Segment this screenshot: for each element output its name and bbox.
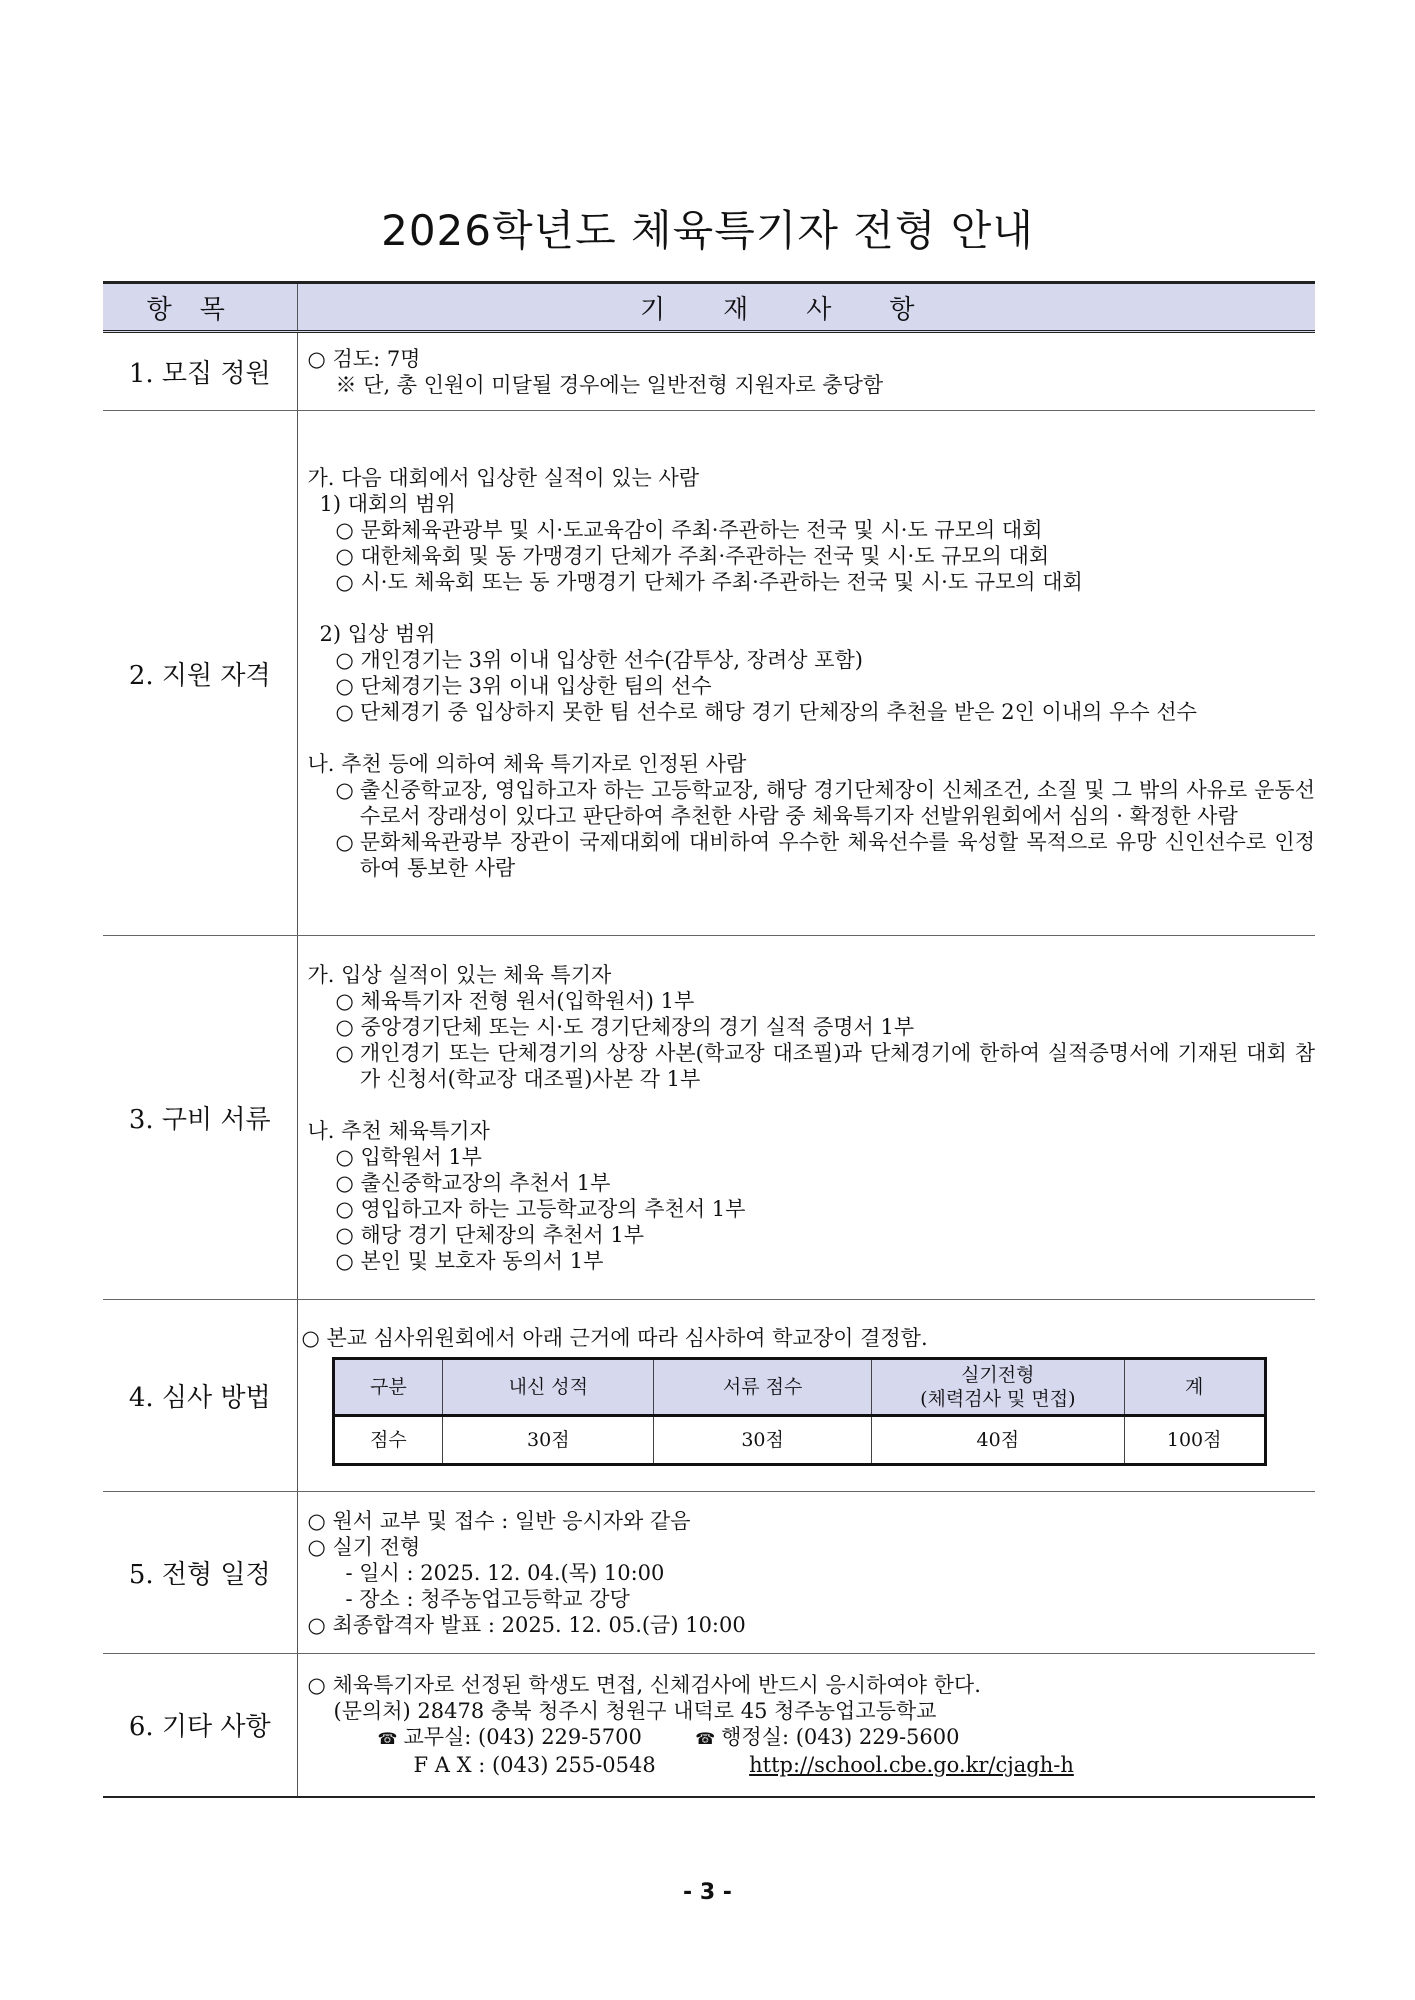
page-number: - 3 - <box>683 1880 732 1905</box>
schedule-line: ○ 원서 교부 및 접수 : 일반 응시자와 같음 <box>307 1508 691 1533</box>
phone-admin: 행정실: (043) 229-5600 <box>721 1724 960 1749</box>
list-item: ○ 해당 경기 단체장의 추천서 1부 <box>335 1222 644 1247</box>
schedule-line: - 일시 : 2025. 12. 04.(목) 10:00 <box>345 1560 665 1585</box>
qual-a1-title: 1) 대회의 범위 <box>319 492 456 516</box>
list-item <box>298 777 1316 829</box>
phone-icon: ☎ <box>377 1728 398 1748</box>
list-item-text: 문화체육관광부 장관이 국제대회에 대비하여 우수한 체육선수를 육성할 목적으로 유망 신인선수로 인정하여 통보한 사람 <box>359 830 1315 880</box>
column-header-main: 실기전형 <box>961 1364 1035 1386</box>
section-documents <box>103 936 1315 1300</box>
list-item <box>298 829 1316 881</box>
recruit-quota: ○ 검도: 7명 <box>307 346 421 371</box>
list-item: ○ 개인경기는 3위 이내 입상한 선수(감투상, 장려상 포함) <box>335 648 863 672</box>
score-table <box>332 1357 1267 1466</box>
bullet-mark: ○ <box>335 830 354 854</box>
table-cell: 30점 <box>443 1416 654 1465</box>
column-header: 서류 점수 <box>654 1359 871 1416</box>
section-label: 4. 심사 방법 <box>103 1300 297 1492</box>
phone-icon: ☎ <box>695 1728 716 1748</box>
list-item: ○ 문화체육관광부 및 시·도교육감이 주최·주관하는 전국 및 시·도 규모의 대회 <box>335 518 1043 542</box>
qual-a2-title: 2) 입상 범위 <box>319 622 436 646</box>
list-item-text: 개인경기 또는 단체경기의 상장 사본(학교장 대조필)과 단체경기에 한하여 실적증명서에 기재된 대회 참가 신청서(학교장 대조필)사본 각 1부 <box>359 1040 1315 1091</box>
list-item: ○ 입학원서 1부 <box>335 1144 482 1169</box>
table-row <box>333 1416 1265 1465</box>
contact-phones <box>298 1724 1316 1752</box>
schedule-line: ○ 실기 전형 <box>307 1534 421 1559</box>
school-url-link[interactable]: http://school.cbe.go.kr/cjagh-h <box>749 1752 1074 1777</box>
list-item: ○ 단체경기는 3위 이내 입상한 팀의 선수 <box>335 674 712 698</box>
section-etc <box>103 1654 1315 1797</box>
score-table-header <box>333 1359 1265 1416</box>
list-item: ○ 영입하고자 하는 고등학교장의 추천서 1부 <box>335 1196 746 1221</box>
section-label: 3. 구비 서류 <box>103 936 297 1300</box>
table-cell: 30점 <box>654 1416 871 1465</box>
docs-a-title: 가. 입상 실적이 있는 체육 특기자 <box>307 962 612 987</box>
column-header: 구분 <box>333 1359 443 1416</box>
info-table <box>103 281 1315 1798</box>
page-title: 2026학년도 체육특기자 전형 안내 <box>381 206 1034 255</box>
docs-b-title: 나. 추천 체육특기자 <box>307 1118 490 1143</box>
schedule-line: - 장소 : 청주농업고등학교 강당 <box>345 1586 630 1611</box>
table-header <box>103 283 1315 332</box>
table-cell: 100점 <box>1124 1416 1265 1465</box>
table-cell: 40점 <box>871 1416 1124 1465</box>
recruit-note: ※ 단, 총 인원이 미달될 경우에는 일반전형 지원자로 충당함 <box>335 372 884 397</box>
qual-b-title: 나. 추천 등에 의하여 체육 특기자로 인정된 사람 <box>307 752 747 776</box>
list-item <box>298 699 1316 725</box>
etc-notice: ○ 체육특기자로 선정된 학생도 면접, 신체검사에 반드시 응시하여야 한다. <box>307 1672 981 1697</box>
section-qualification <box>103 411 1315 936</box>
column-header: 내신 성적 <box>443 1359 654 1416</box>
list-item: ○ 중앙경기단체 또는 시·도 경기단체장의 경기 실적 증명서 1부 <box>335 1014 915 1039</box>
list-item: ○ 체육특기자 전형 원서(입학원서) 1부 <box>335 988 695 1013</box>
screening-intro: ○ 본교 심사위원회에서 아래 근거에 따라 심사하여 학교장이 결정함. <box>301 1326 928 1350</box>
column-header <box>871 1359 1124 1416</box>
header-item: 항목 <box>103 283 297 332</box>
section-screening <box>103 1300 1315 1492</box>
qual-a-title: 가. 다음 대회에서 입상한 실적이 있는 사람 <box>307 466 700 490</box>
list-item: ○ 본인 및 보호자 동의서 1부 <box>335 1248 604 1273</box>
list-item: ○ 대한체육회 및 동 가맹경기 단체가 주최·주관하는 전국 및 시·도 규모의 대회 <box>335 544 1050 568</box>
list-item <box>298 1040 1316 1092</box>
contact-fax-url <box>298 1752 1316 1778</box>
section-label: 6. 기타 사항 <box>103 1654 297 1797</box>
list-item: ○ 시·도 체육회 또는 동 가맹경기 단체가 주최·주관하는 전국 및 시·도 규모의 대회 <box>335 570 1083 594</box>
section-label: 1. 모집 정원 <box>103 332 297 411</box>
column-header: 계 <box>1124 1359 1265 1416</box>
list-item-text: 단체경기 중 입상하지 못한 팀 선수로 해당 경기 단체장의 추천을 받은 2인 이내의 우수 선수 <box>359 700 1197 724</box>
list-item: ○ 출신중학교장의 추천서 1부 <box>335 1170 611 1195</box>
section-recruit <box>103 332 1315 411</box>
schedule-line: ○ 최종합격자 발표 : 2025. 12. 05.(금) 10:00 <box>307 1612 746 1637</box>
list-item-text: 출신중학교장, 영입하고자 하는 고등학교장, 해당 경기단체장이 신체조건, 소질 및 그 밖의 사유로 운동선수로서 장래성이 있다고 판단하여 추천한 사람 중 체육특기자 선발위원회에서 심의 · 확정한 사람 <box>359 778 1315 828</box>
bullet-mark: ○ <box>335 1040 354 1065</box>
section-label: 5. 전형 일정 <box>103 1492 297 1654</box>
section-label: 2. 지원 자격 <box>103 411 297 936</box>
phone-office: 교무실: (043) 229-5700 <box>403 1724 642 1749</box>
column-header-sub: (체력검사 및 면접) <box>920 1388 1076 1410</box>
table-cell: 점수 <box>333 1416 443 1465</box>
fax-number: F A X : (043) 255-0548 <box>413 1752 656 1777</box>
bullet-mark: ○ <box>335 778 354 802</box>
section-schedule <box>103 1492 1315 1654</box>
contact-address: (문의처) 28478 충북 청주시 청원구 내덕로 45 청주농업고등학교 <box>333 1698 937 1723</box>
header-details: 기재사항 <box>297 283 1315 332</box>
bullet-mark: ○ <box>335 700 354 724</box>
